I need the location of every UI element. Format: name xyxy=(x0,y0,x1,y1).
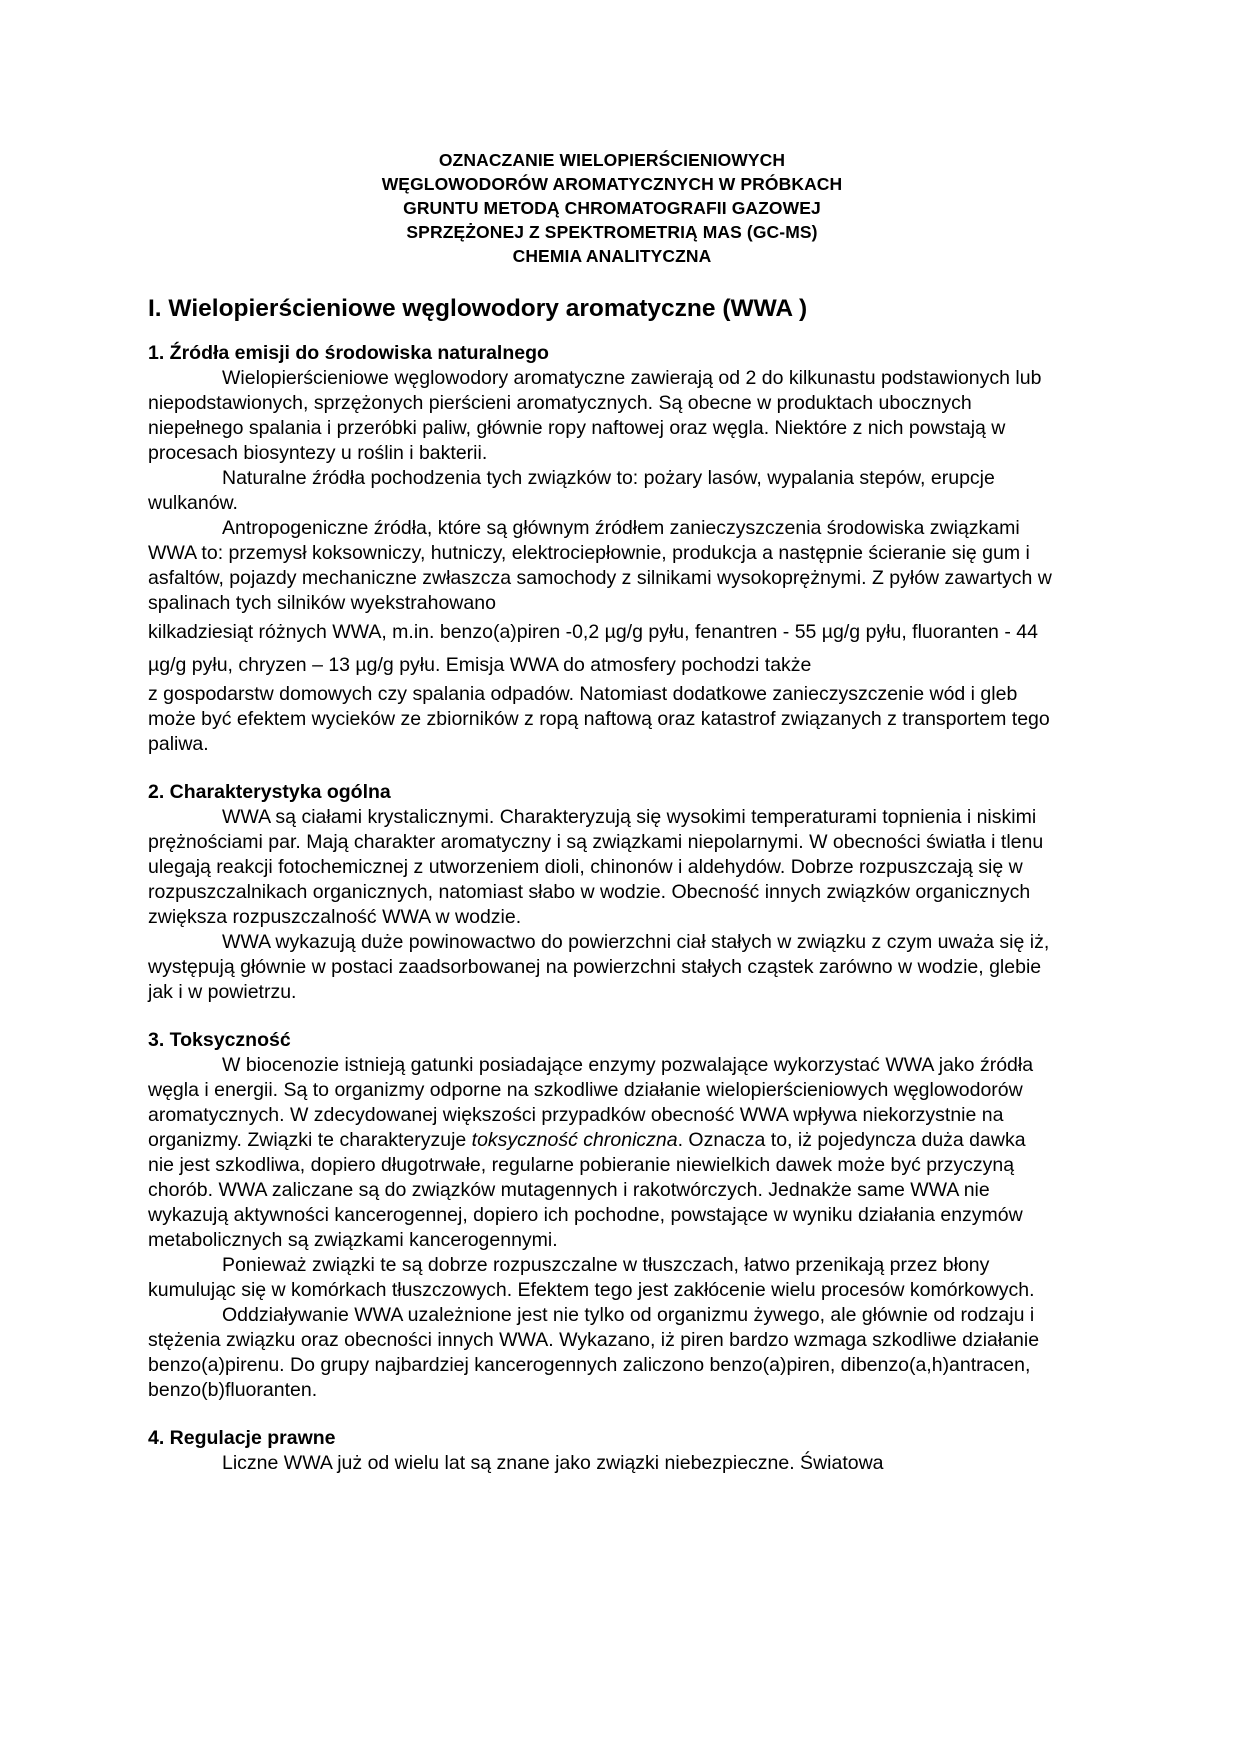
section-legal-regulations xyxy=(148,1426,1052,1476)
title-line: WĘGLOWODORÓW AROMATYCZNYCH W PRÓBKACH xyxy=(381,174,843,194)
section-heading: 2. Charakterystyka ogólna xyxy=(148,781,391,803)
paragraph: Naturalne źródła pochodzenia tych związków to: pożary lasów, wypalania stepów, erupcje wulkanów. xyxy=(148,467,995,514)
section-heading: 3. Toksyczność xyxy=(148,1029,291,1051)
paragraph: Liczne WWA już od wielu lat są znane jako związki niebezpieczne. Światowa xyxy=(222,1452,884,1474)
paragraph: Wielopierścieniowe węglowodory aromatyczne zawierają od 2 do kilkunastu podstawionych lub niepodstawionych, sprzężonych pierścieni aromatycznych. Są obecne w produktach ubocznych niepełnego spalania i przeróbki paliw, głównie ropy naftowej oraz węgla. Niektóre z nich powstają w procesach biosyntezy u roślin i bakterii. xyxy=(148,367,1042,464)
paragraph: z gospodarstw domowych czy spalania odpadów. Natomiast dodatkowe zanieczyszczenie wód i gleb może być efektem wycieków ze zbiorników z ropą naftową oraz katastrof związanych z transportem tego paliwa. xyxy=(148,683,1050,755)
main-heading: I. Wielopierścieniowe węglowodory aromatyczne (WWA ) xyxy=(148,295,808,322)
section-heading: 1. Źródła emisji do środowiska naturalnego xyxy=(148,342,549,364)
italic-term: toksyczność chroniczna xyxy=(471,1129,678,1151)
text-run: . Oznacza to, iż pojedyncza duża dawka nie jest szkodliwa, dopiero długotrwałe, regularne pobieranie niewielkich dawek może być przyczyną chorób. WWA zaliczane są do związków mutagennych i rakotwórczych. Jednakże same WWA nie wykazują aktywności kancerogennej, dopiero ich pochodne, powstające w wyniku działania enzymów metabolicznych są związkami kancerogennymi. xyxy=(148,1129,1026,1251)
text-run: W biocenozie istnieją gatunki posiadające enzymy pozwalające wykorzystać WWA jako źródła węgla i energii. Są to organizmy odporne na szkodliwe działanie wielopierścieniowych węglowodorów aromatycznych. W zdecydowanej większości przypadków obecność WWA wpływa niekorzystnie na organizmy. Związki te charakteryzuje xyxy=(148,1054,1034,1151)
section-heading: 4. Regulacje prawne xyxy=(148,1427,336,1449)
paragraph: Oddziaływanie WWA uzależnione jest nie tylko od organizmu żywego, ale głównie od rodzaju i stężenia związku oraz obecności innych WWA. Wykazano, iż piren bardzo wzmaga szkodliwe działanie benzo(a)pirenu. Do grupy najbardziej kancerogennych zaliczono benzo(a)piren, dibenzo(a,h)antracen, benzo(b)fluoranten. xyxy=(148,1304,1040,1401)
paragraph: WWA są ciałami krystalicznymi. Charakteryzują się wysokimi temperaturami topnienia i niskimi prężnościami par. Mają charakter aromatyczny i są związkami niepolarnymi. W obecności światła i tlenu ulegają reakcji fotochemicznej z utworzeniem dioli, chinonów i aldehydów. Dobrze rozpuszczają się w rozpuszczalnikach organicznych, natomiast słabo w wodzie. Obecność innych związków organicznych zwiększa rozpuszczalność WWA w wodzie. xyxy=(148,806,1044,928)
title-line: GRUNTU METODĄ CHROMATOGRAFII GAZOWEJ xyxy=(403,198,821,218)
document-title xyxy=(172,148,1052,268)
title-line: SPRZĘŻONEJ Z SPEKTROMETRIĄ MAS (GC-MS) xyxy=(406,222,818,242)
paragraph: Antropogeniczne źródła, które są głównym źródłem zanieczyszczenia środowiska związkami WWA to: przemysł koksowniczy, hutniczy, elektrociepłownie, produkcja a następnie ścieranie się gum i asfaltów, pojazdy mechaniczne zwłaszcza samochody z silnikami wysokoprężnymi. Z pyłów zawartych w spalinach tych silników wyekstrahowano xyxy=(148,517,1052,614)
title-line: OZNACZANIE WIELOPIERŚCIENIOWYCH xyxy=(438,150,786,170)
paragraph: WWA wykazują duże powinowactwo do powierzchni ciał stałych w związku z czym uważa się iż, występują głównie w postaci zaadsorbowanej na powierzchni stałych cząstek zarówno w wodzie, glebie jak i w powietrzu. xyxy=(148,931,1050,1003)
paragraph xyxy=(148,1053,1052,1253)
section-general-characteristics xyxy=(148,780,1052,1005)
paragraph: Ponieważ związki te są dobrze rozpuszczalne w tłuszczach, łatwo przenikają przez błony kumulując się w komórkach tłuszczowych. Efektem tego jest zakłócenie wielu procesów komórkowych. xyxy=(148,1254,1035,1301)
paragraph: kilkadziesiąt różnych WWA, m.in. benzo(a)piren -0,2 µg/g pyłu, fenantren - 55 µg/g pyłu, fluoranten - 44 µg/g pyłu, chryzen – 13 µg/g pyłu. Emisja WWA do atmosfery pochodzi także xyxy=(148,621,1038,676)
section-toxicity xyxy=(148,1028,1052,1403)
section-emission-sources xyxy=(148,341,1052,757)
title-subject: CHEMIA ANALITYCZNA xyxy=(512,246,712,266)
